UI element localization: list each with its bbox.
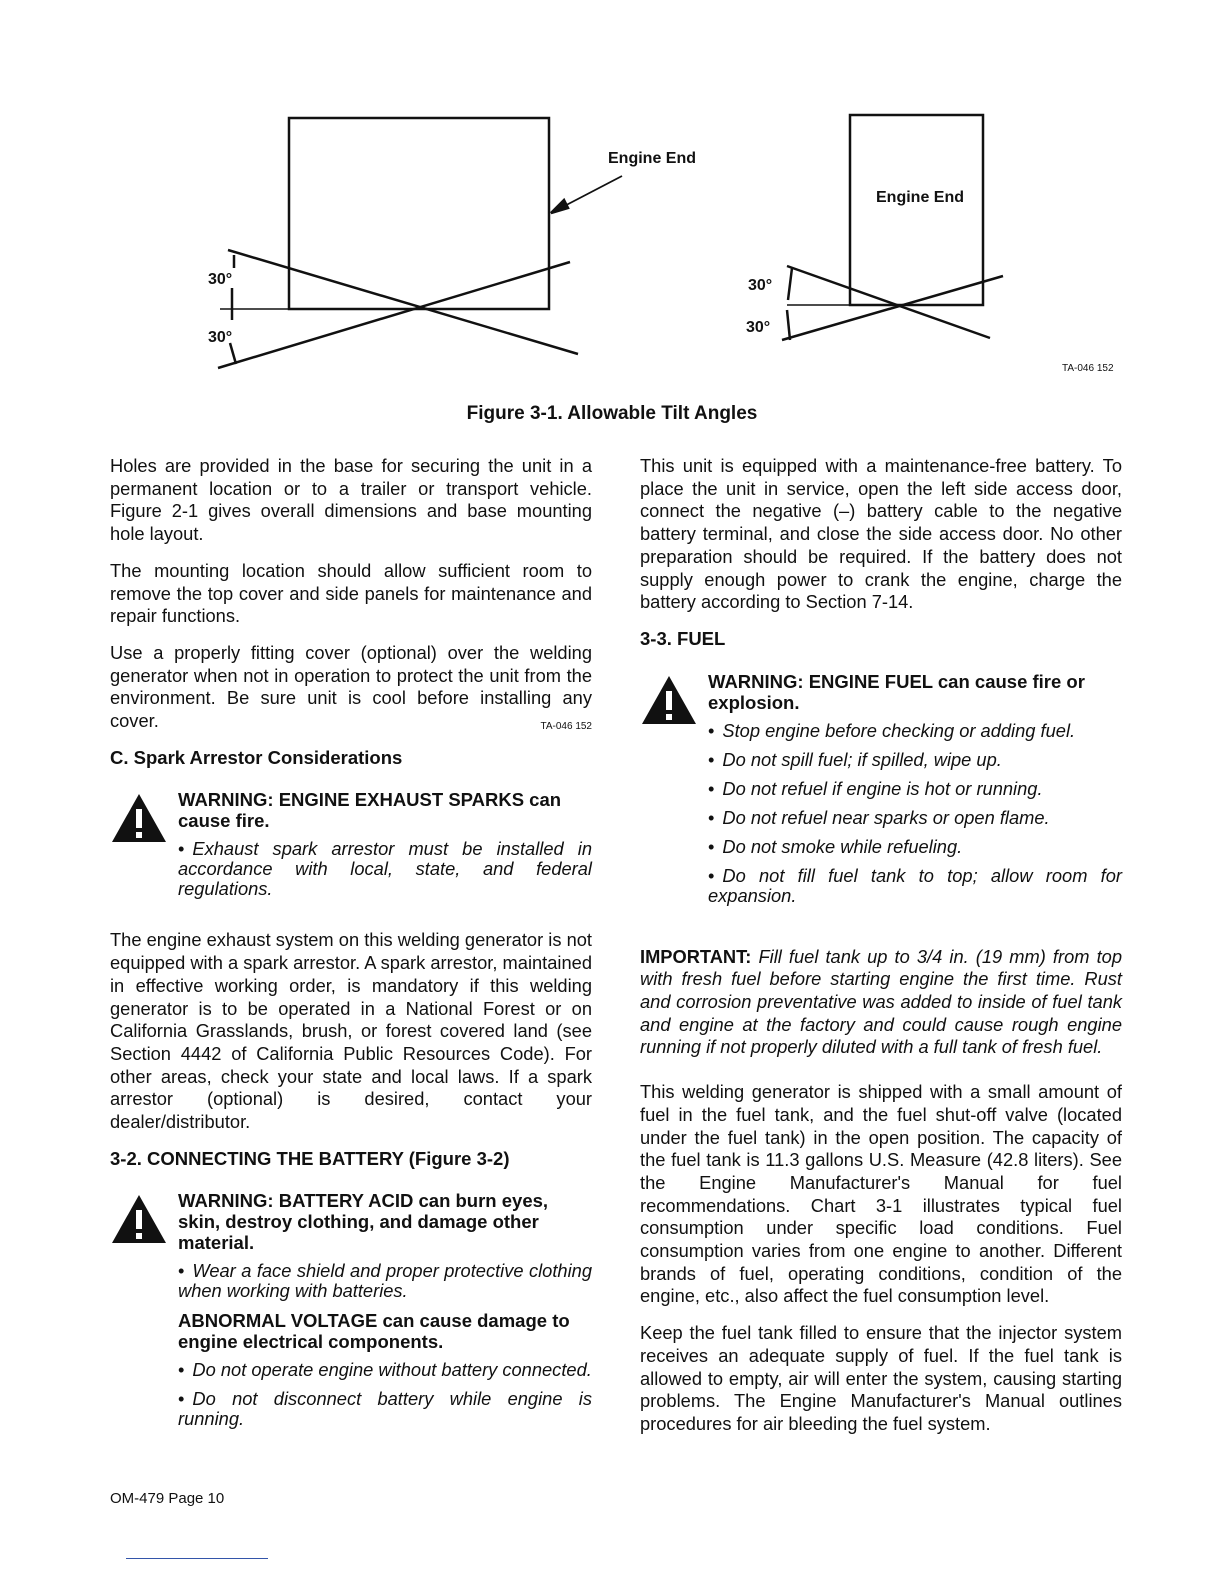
warning-triangle-icon — [110, 792, 168, 844]
warning-bullets-voltage — [178, 1360, 592, 1429]
important-note — [640, 946, 1122, 1060]
warning-bullets — [708, 721, 1122, 906]
warning-exhaust-sparks — [110, 789, 592, 899]
warning-bullet: • Do not spill fuel; if spilled, wipe up. — [708, 750, 1122, 770]
tilt-line-down-right — [787, 266, 990, 338]
generator-end-outline — [850, 115, 983, 305]
figure-caption: Figure 3-1. Allowable Tilt Angles — [466, 403, 758, 424]
angle-label-top-left: 30° — [208, 271, 233, 288]
fuel-tank-paragraph: Keep the fuel tank filled to ensure that the injector system receives an adequate supply of fuel. If the fuel tank is allowed to empty, air will enter the system, causing starting problems. The Engine Manufacturer's Manual outlines procedures for air bleeding the fuel system. — [640, 1322, 1122, 1434]
angle-arrow-bottom-left — [230, 343, 236, 364]
section-heading-fuel: 3-3. FUEL — [640, 627, 726, 649]
warning-title: WARNING: ENGINE EXHAUST SPARKS can cause fire. — [178, 789, 562, 832]
footer-divider — [126, 1558, 268, 1559]
warning-bullets — [178, 1261, 592, 1301]
section-heading-battery: 3-2. CONNECTING THE BATTERY (Figure 3-2) — [110, 1147, 510, 1169]
right-column — [640, 455, 1122, 1450]
clearance-paragraph: The mounting location should allow sufficient room to remove the top cover and side panels for maintenance and repair functions. — [110, 559, 592, 627]
section-heading-spark-arrestor: C. Spark Arrestor Considerations — [110, 746, 403, 768]
battery-paragraph: This unit is equipped with a maintenance-free battery. To place the unit in service, open the left side access door, connect the negative (–) battery cable to the negative battery terminal, and close the side access door. No other preparation should be required. If the battery does not supply enough power to crank the engine, charge the battery according to Section 7-14. — [640, 455, 1122, 613]
warning-bullet: • Do not refuel near sparks or open flame. — [708, 808, 1122, 828]
warning-bullets — [178, 839, 592, 899]
warning-bullet: • Exhaust spark arrestor must be installed in accordance with local, state, and federal regulations. — [178, 839, 592, 899]
angle-arrow-top-right — [788, 268, 792, 300]
angle-label-top-right: 30° — [748, 277, 773, 294]
warning-bullet: • Stop engine before checking or adding fuel. — [708, 721, 1122, 741]
tilt-angle-figure — [0, 0, 1224, 400]
warning-triangle-icon — [640, 674, 698, 726]
important-label: IMPORTANT: — [640, 945, 752, 967]
engine-end-label-left: Engine End — [608, 150, 696, 167]
cover-text: Use a properly fitting cover (optional) over the welding generator when not in operation to protect the unit from the environment. Be sure unit is cool before installing any cover. — [110, 641, 592, 732]
warning-bullet: • Do not refuel if engine is hot or running. — [708, 779, 1122, 799]
page-footer: OM-479 Page 10 — [110, 1490, 225, 1507]
spark-arrestor-paragraph: The engine exhaust system on this welding generator is not equipped with a spark arrestor. A spark arrestor, maintained in effective working order, is mandatory if this welding generator is to be operated in a National Forest or on California Grasslands, brush, or forest covered land (see Section 4442 of California Public Resources Code). For other areas, check your state and local laws. If a spark arrestor (optional) is desired, contact your dealer/distributor. — [110, 929, 592, 1133]
angle-arrow-bottom-right — [787, 310, 790, 340]
side-view-diagram — [218, 118, 622, 368]
angle-label-bottom-right: 30° — [746, 319, 771, 336]
mounting-paragraph: Holes are provided in the base for securing the unit in a permanent location or to a trailer or transport vehicle. Figure 2-1 gives overall dimensions and base mounting hole layout. — [110, 455, 592, 545]
warning-subtitle: ABNORMAL VOLTAGE can cause damage to engine electrical components. — [178, 1310, 570, 1353]
warning-title: WARNING: ENGINE FUEL can cause fire or explosion. — [708, 670, 1085, 713]
arrow-head-icon — [551, 200, 568, 213]
warning-bullet: • Do not disconnect battery while engine is running. — [178, 1389, 592, 1429]
figure-code: TA-046 152 — [1062, 363, 1114, 374]
warning-bullet: • Do not operate engine without battery connected. — [178, 1360, 592, 1380]
fuel-capacity-paragraph: This welding generator is shipped with a small amount of fuel in the fuel tank, and the fuel shut-off valve (located under the fuel tank) in the open position. The capacity of the fuel tank is 11.3 gallons U.S. Measure (42.8 liters). See the Engine Manufacturer's Manual for fuel recommendations. Chart 3-1 illustrates typical fuel consumption under specific load conditions. Fuel consumption varies from one engine to another. Different brands of fuel, operating conditions, condition of the engine, etc., also affect the fuel consumption level. — [640, 1081, 1122, 1307]
angle-label-bottom-left: 30° — [208, 329, 233, 346]
cover-paragraph — [110, 642, 592, 733]
end-view-diagram — [782, 115, 1003, 340]
warning-engine-fuel — [640, 671, 1122, 906]
left-column — [110, 455, 592, 1445]
warning-bullet: • Wear a face shield and proper protective clothing when working with batteries. — [178, 1261, 592, 1301]
engine-end-label-right: Engine End — [876, 189, 964, 206]
important-text: Fill fuel tank up to 3/4 in. (19 mm) from top with fresh fuel before starting engine the first time. Rust and corrosion preventative was added to inside of fuel tank and engine at the factory and could cause rough engine running if not properly diluted with a full tank of fresh fuel. — [640, 945, 1122, 1058]
warning-triangle-icon — [110, 1193, 168, 1245]
tilt-line-up — [218, 262, 570, 368]
warning-bullet: • Do not fill fuel tank to top; allow room for expansion. — [708, 866, 1122, 906]
warning-title: WARNING: BATTERY ACID can burn eyes, skin, destroy clothing, and damage other material. — [178, 1190, 549, 1254]
warning-bullet: • Do not smoke while refueling. — [708, 837, 1122, 857]
warning-battery-acid — [110, 1190, 592, 1429]
cover-figure-code: TA-046 152 — [540, 721, 592, 733]
tilt-line-down — [228, 250, 578, 354]
